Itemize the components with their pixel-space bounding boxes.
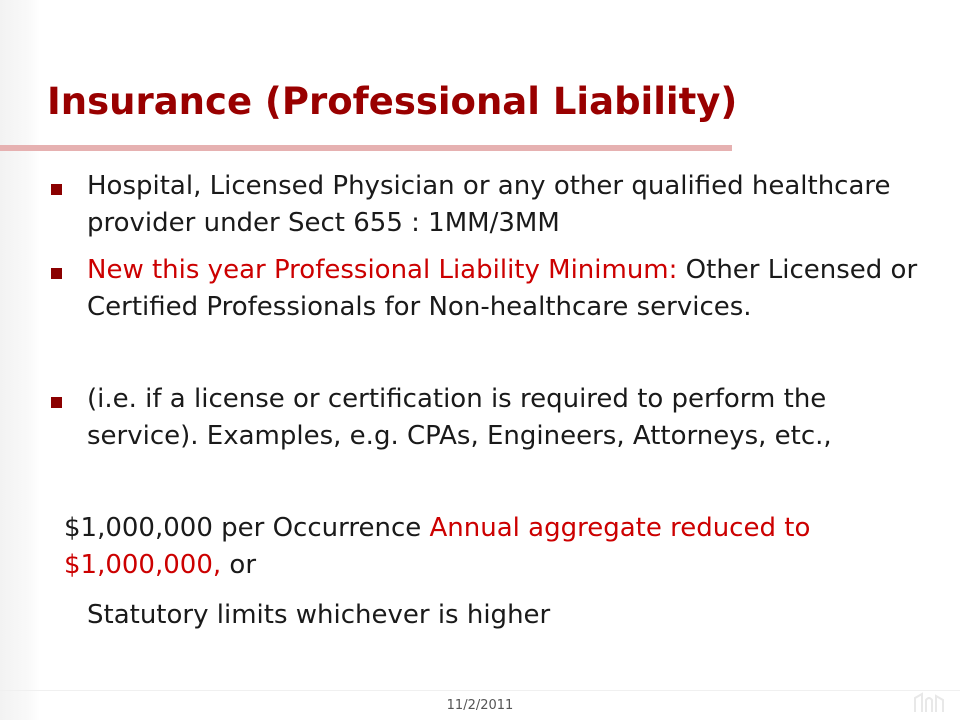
new-minimum-label: New this year Professional Liability Minimum: (87, 255, 686, 285)
bullet-marker (51, 184, 62, 195)
watermark-logo-icon (912, 690, 946, 716)
bullet-marker (51, 397, 62, 408)
statutory-paragraph (87, 597, 927, 634)
footer-divider (0, 690, 960, 691)
left-decor-band (0, 0, 40, 720)
examples-text: (i.e. if a license or certification is required to perform the service). Examples, e.g. CPAs, Engineers, Attorneys, etc., (87, 384, 832, 451)
bullet-text-examples (87, 381, 927, 455)
bullet-text-new-minimum (87, 252, 927, 326)
new-minimum-text: Other Licensed or Certified Professionals for Non-healthcare services. (87, 255, 918, 322)
occurrence-tail: or (221, 550, 257, 580)
bullet-text-hospital (87, 168, 927, 242)
occurrence-paragraph (64, 510, 824, 584)
footer-date: 11/2/2011 (446, 698, 514, 713)
title-underline (0, 145, 732, 151)
slide-title: Insurance (Professional Liability) (47, 80, 738, 123)
statutory-text: Statutory limits whichever is higher (87, 600, 551, 630)
bullet-hospital-text: Hospital, Licensed Physician or any other qualified healthcare provider under Sect 655 : 1MM/3MM (87, 171, 891, 238)
aggregate-text: Annual aggregate reduced to $1,000,000, (64, 513, 811, 580)
bullet-marker (51, 268, 62, 279)
occurrence-text: $1,000,000 per Occurrence (64, 513, 430, 543)
